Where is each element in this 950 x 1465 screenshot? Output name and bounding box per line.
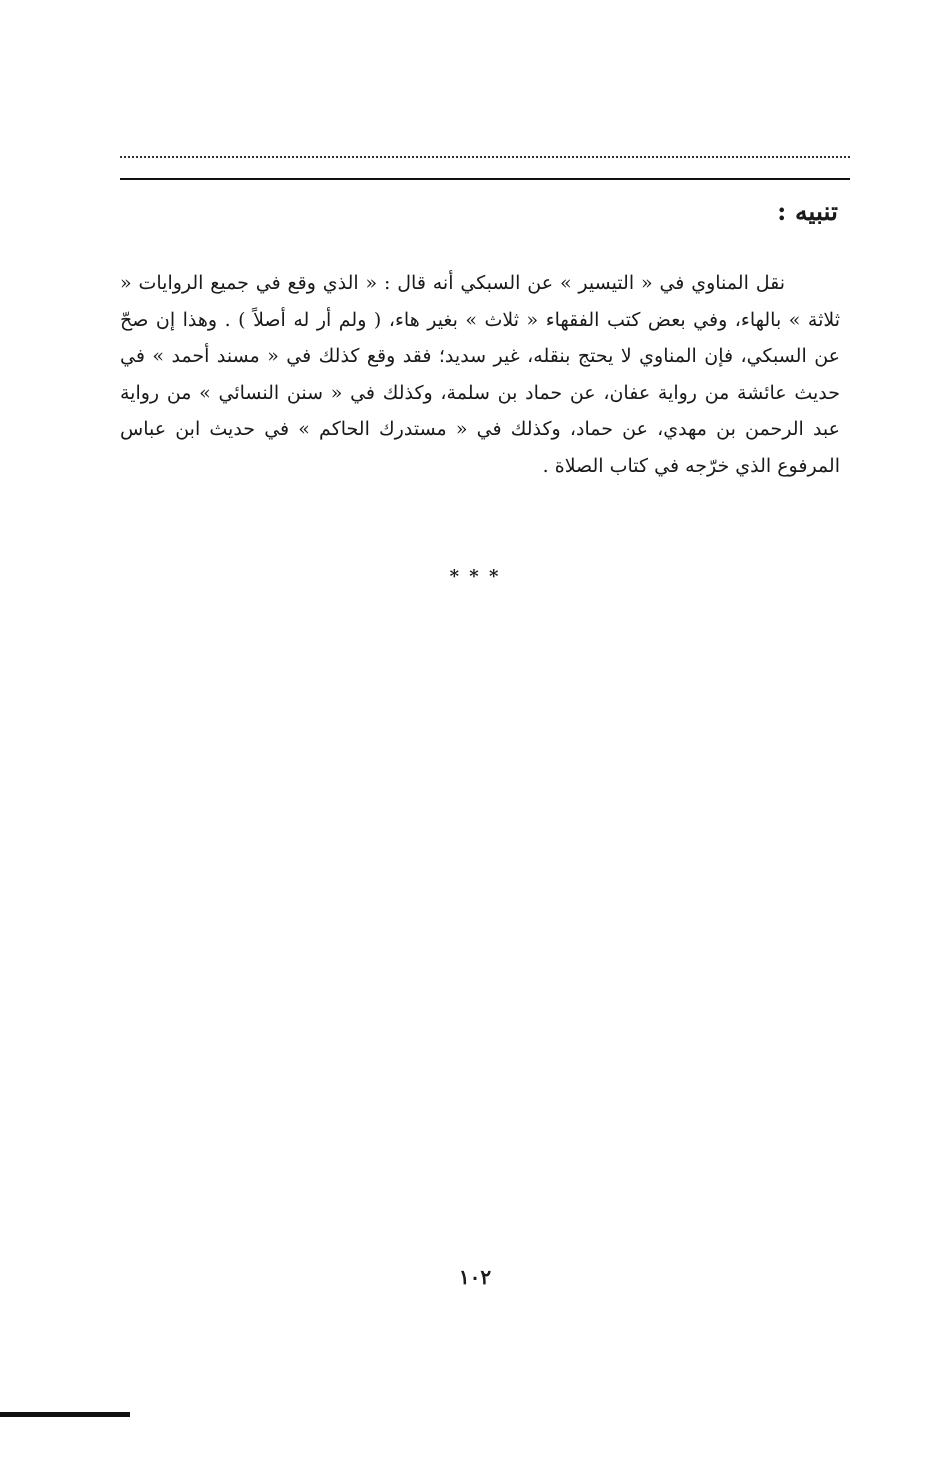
- dotted-divider: [120, 156, 850, 158]
- section-heading: تنبيه :: [777, 197, 838, 226]
- header-rule: [120, 178, 850, 180]
- page-number: ١٠٢: [458, 1265, 492, 1289]
- body-text: [120, 265, 840, 484]
- body-paragraph: نقل المناوي في « التيسير » عن السبكي أنه قال : « الذي وقع في جميع الروايات « ثلاثة » بالهاء، وفي بعض كتب الفقهاء « ثلاث » بغير هاء، ( ولم أر له أصلاً ) . وهذا إن صحّ عن السبكي، فإن المناوي لا يحتج بنقله، غير سديد؛ فقد وقع كذلك في « مسند أحمد » في حديث عائشة من رواية عفان، عن حماد بن سلمة، وكذلك في « سنن النسائي » من رواية عبد الرحمن بن مهدي، عن حماد، وكذلك في « مستدرك الحاكم » في حديث ابن عباس المرفوع الذي خرّجه في كتاب الصلاة .: [120, 272, 840, 477]
- section-separator: * * *: [449, 566, 501, 587]
- corner-mark: [0, 1412, 130, 1417]
